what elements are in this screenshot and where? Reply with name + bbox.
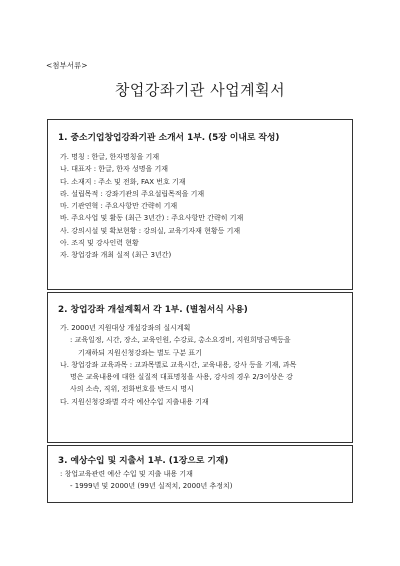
list-item: 다. 지원신청강좌별 각각 예산수입 지출내용 기재	[60, 397, 209, 406]
list-item: 사. 강의시설 및 확보현황 : 강의실, 교육기자재 현황등 기재	[60, 226, 241, 235]
list-item: 라. 설립목적 : 강좌기관의 주요설립목적을 기재	[60, 189, 205, 198]
section-3-heading: 3. 예상수입 및 지출서 1부. (1장으로 기재)	[58, 456, 229, 466]
section-1-list	[60, 151, 243, 262]
section-1-heading: 1. 중소기업창업강좌기관 소개서 1부. (5장 이내로 작성)	[58, 133, 280, 143]
list-item: 아. 조직 및 강사인력 현황	[60, 239, 139, 248]
list-item: 다. 소재지 : 주소 및 전화, FAX 번호 기재	[60, 177, 186, 186]
list-item: - 1999년 및 2000년 (99년 실적치, 2000년 추정치)	[70, 482, 233, 491]
list-item: 나. 대표자 : 한글, 한자 성명을 기재	[60, 165, 169, 174]
list-item-detail: : 교육일정, 시간, 장소, 교육인원, 수강료, 총소요경비, 지원희망금액등을	[70, 336, 291, 345]
list-item-detail: 명은 교육내용에 대한 실질적 대표명칭을 사용, 강사의 경우 2/3이상은 강	[70, 373, 293, 382]
list-item-detail: 기재하되 지원신청강좌는 별도 구분 표기	[78, 348, 202, 357]
section-3-box	[47, 445, 353, 503]
list-item: 가. 명칭 : 한글, 한자명칭을 기재	[60, 153, 160, 161]
list-item: 마. 기관연혁 : 주요사항만 간략히 기재	[60, 202, 178, 211]
list-item-detail: 사의 소속, 직위, 전화번호를 반드시 명시	[70, 385, 194, 394]
list-item: : 창업교육관련 예산 수입 및 지출 내용 기재	[60, 470, 193, 478]
list-item: 바. 주요사업 및 활동 (최근 3년간) : 주요사항만 간략히 기재	[60, 214, 244, 223]
section-3-list	[60, 468, 345, 493]
section-1-box	[47, 119, 353, 290]
section-2-list	[60, 322, 345, 408]
page-title: 창업강좌기관 사업계획서	[114, 81, 286, 99]
section-2-box	[47, 292, 353, 443]
list-item: 가. 2000년 지원대상 개설강좌의 실시계획	[60, 324, 191, 332]
attachment-label: <첨부서류>	[46, 61, 88, 70]
list-item: 나. 창업강좌 교육과목 : 교과목별로 교육시간, 교육내용, 강사 등을 기재, 과목	[60, 360, 297, 369]
list-item: 자. 창업강좌 개최 실적 (최근 3년간)	[60, 251, 172, 260]
section-2-heading: 2. 창업강좌 개설계획서 각 1부. (별첨서식 사용)	[58, 305, 248, 315]
